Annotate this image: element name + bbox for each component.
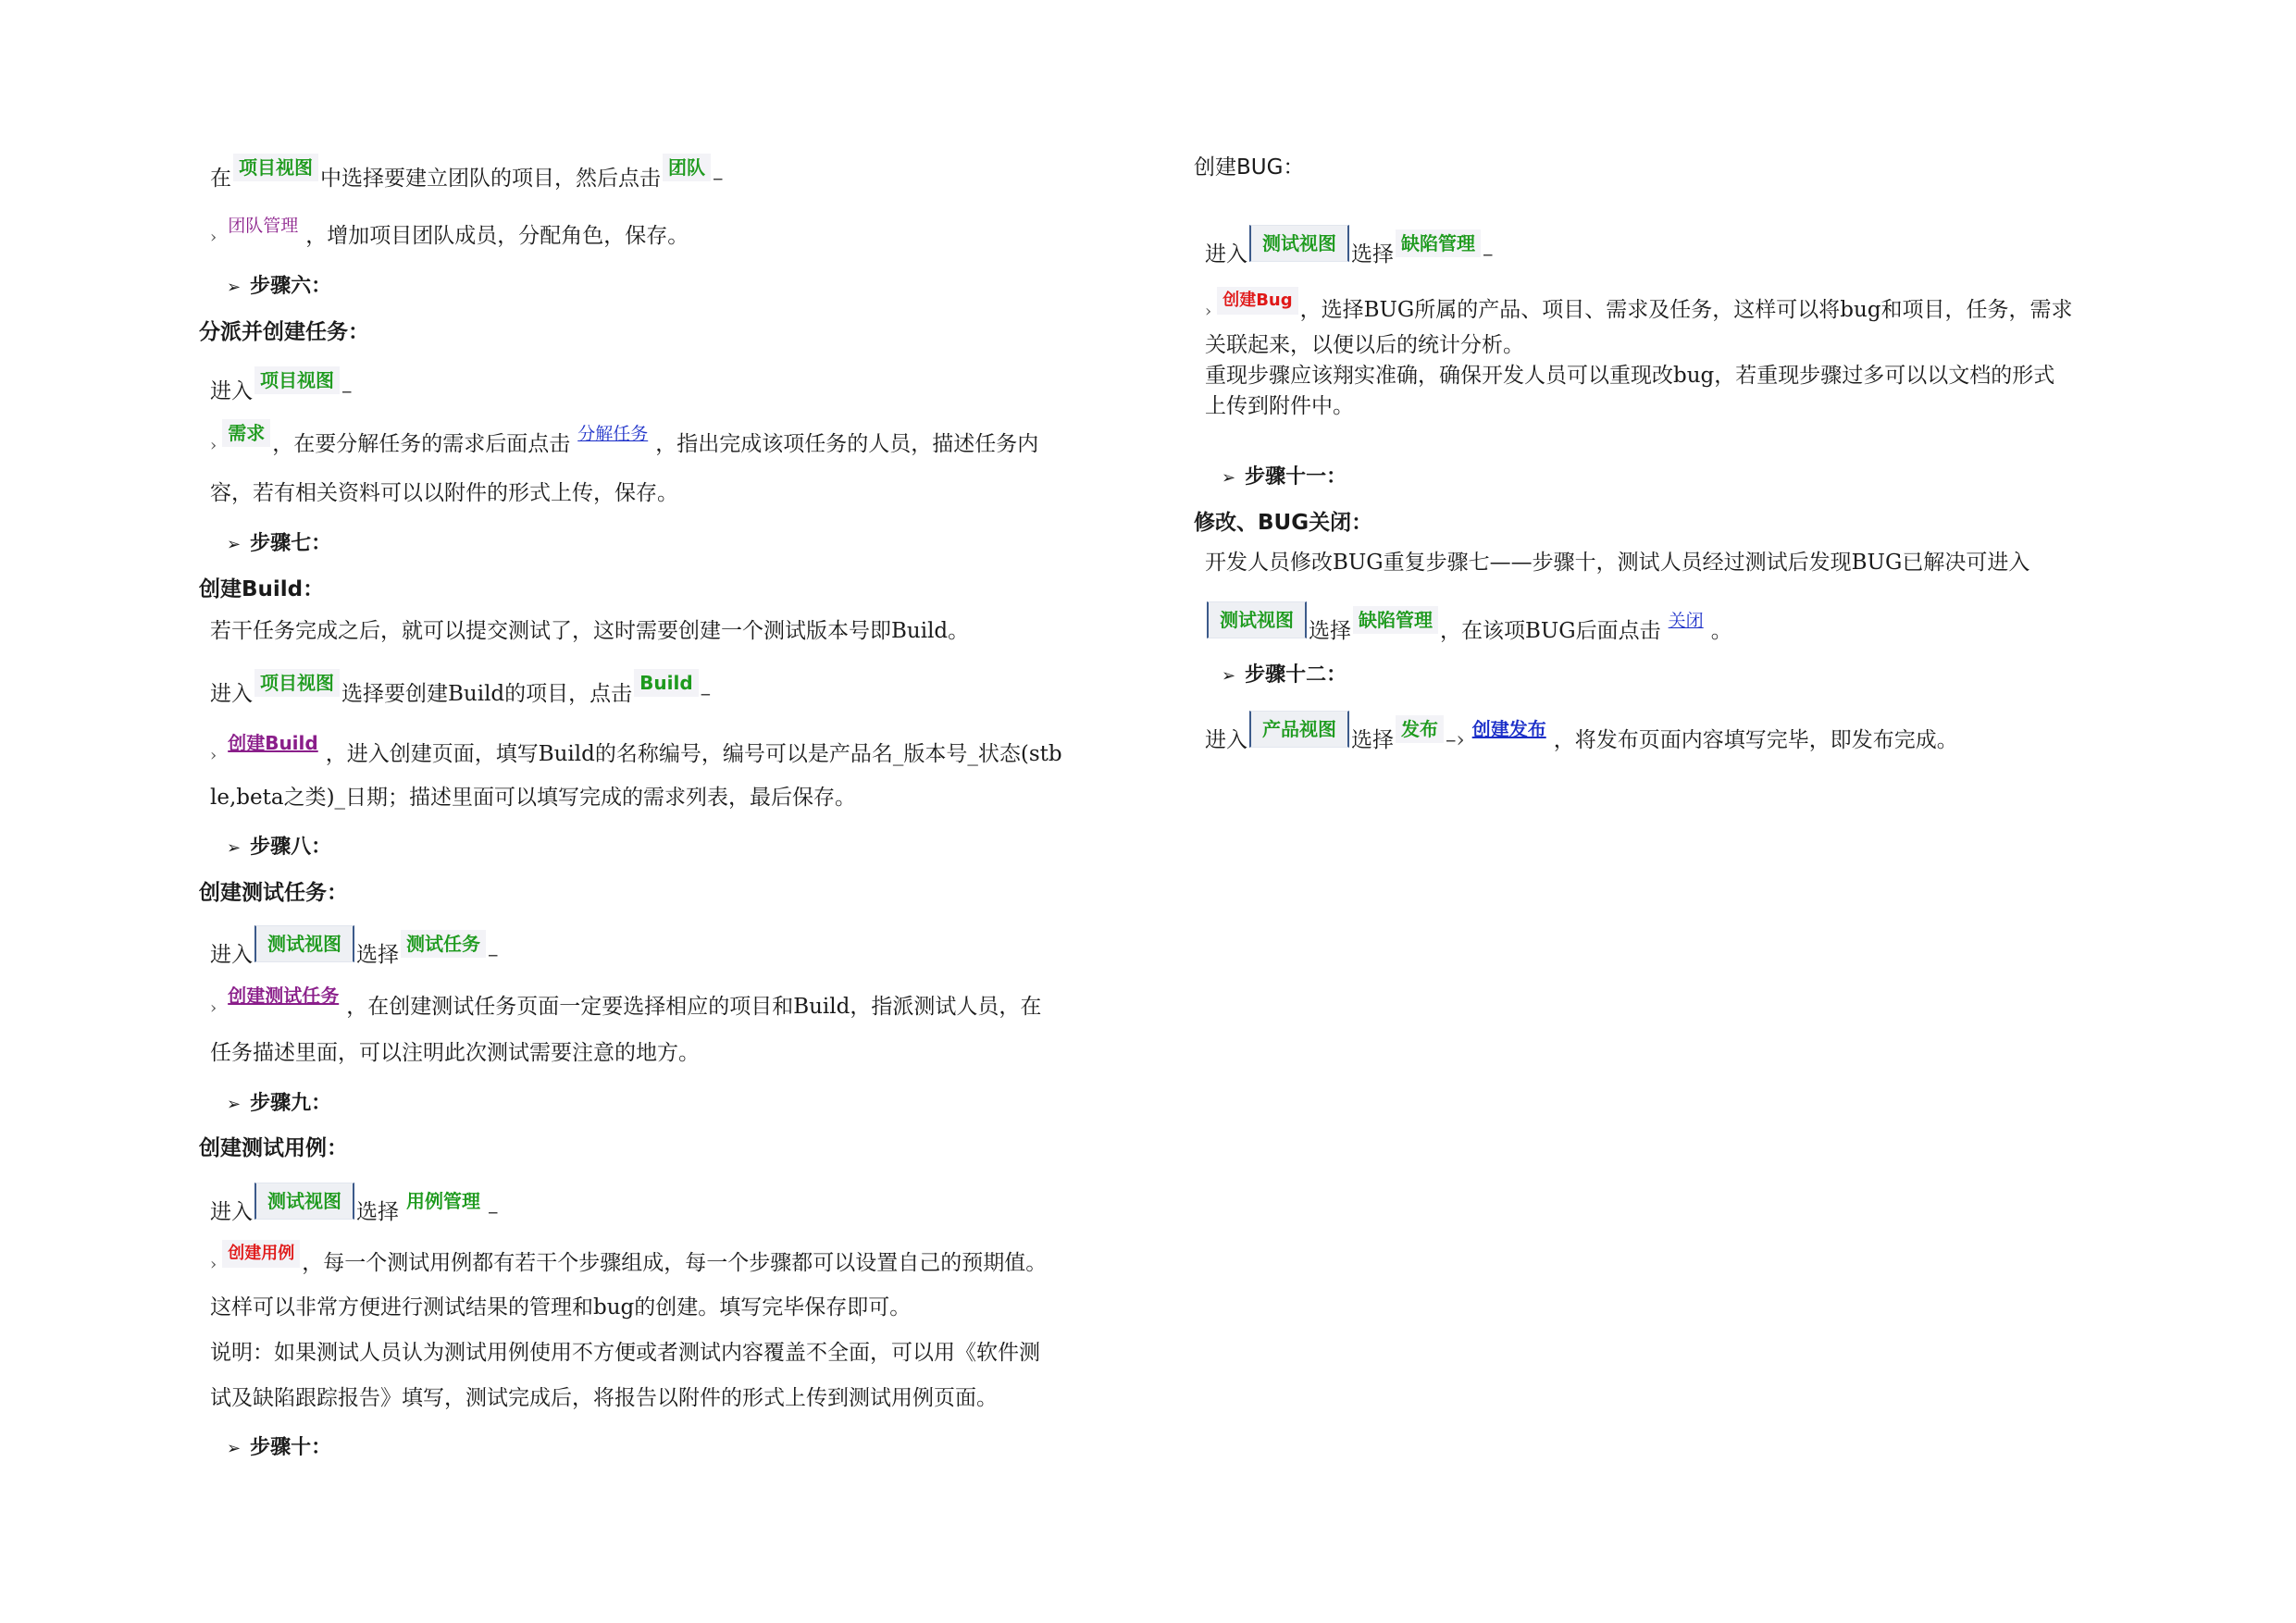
testcase-line-2: 这样可以非常方便进行测试结果的管理和bug的创建。填写完毕保存即可。 [210, 1295, 912, 1319]
create-bug-button[interactable]: 创建Bug [1217, 287, 1297, 315]
arrow-right-icon: ➢ [227, 535, 242, 554]
text: ，将发布页面内容填写完毕，即发布完成。 [1553, 728, 1958, 752]
step-label: 步骤十一： [1245, 465, 1347, 489]
step-6-heading [227, 270, 1134, 299]
testcase-enter-line [210, 1190, 1134, 1231]
arrow-right-icon: ➢ [1222, 468, 1236, 488]
text: ，在创建测试任务页面一定要选择相应的项目和Build，指派测试人员，在 [346, 995, 1042, 1019]
step-label: 步骤八： [250, 836, 332, 859]
arrow-right-icon: ➢ [227, 278, 242, 297]
project-view-tab[interactable]: 项目视图 [254, 366, 340, 394]
product-view-tab[interactable]: 产品视图 [1249, 711, 1349, 748]
step-label: 步骤九： [250, 1092, 332, 1115]
text: ，进入创建页面，填写Build的名称编号，编号可以是产品名_版本号_状态(stb [325, 742, 1062, 766]
defect-manage-tab[interactable]: 缺陷管理 [1353, 606, 1438, 634]
defect-manage-tab[interactable]: 缺陷管理 [1396, 229, 1481, 257]
release-line [1205, 718, 2147, 759]
team-line-2 [210, 216, 1134, 252]
step-9-title: 创建测试用例： [199, 1136, 348, 1160]
create-build-link[interactable]: 创建Build [228, 732, 318, 754]
text: 选择 [356, 1200, 399, 1224]
text: ，在要分解任务的需求后面点击 [272, 432, 571, 456]
split-task-link[interactable]: 分解任务 [577, 424, 649, 444]
test-view-tab[interactable]: 测试视图 [1249, 225, 1349, 262]
text: 选择 [356, 943, 399, 967]
text: 进入 [210, 1200, 253, 1224]
bug-line-1 [1205, 291, 2147, 326]
testtask-line-2: 任务描述里面，可以注明此次测试需要注意的地方。 [210, 1041, 700, 1065]
build-tab[interactable]: Build [634, 669, 699, 697]
arrow-right-icon: ➢ [227, 1095, 242, 1114]
team-tab[interactable]: 团队 [663, 154, 711, 181]
step-7-title: 创建Build： [199, 577, 325, 601]
text: ，选择BUG所属的产品、项目、需求及任务，这样可以将bug和项目，任务，需求 [1299, 298, 2073, 322]
task-line-1 [210, 422, 1134, 460]
step-11-title: 修改、BUG关闭： [1194, 511, 1373, 535]
close-line-2 [1205, 609, 2147, 650]
requirement-tab[interactable]: 需求 [222, 419, 270, 447]
arrow-right-icon: ➢ [227, 838, 242, 858]
chevron-right-icon: › [210, 998, 217, 1018]
step-7-heading [227, 527, 1134, 556]
team-manage-link[interactable]: 团队管理 [228, 216, 299, 236]
release-tab[interactable]: 发布 [1396, 715, 1444, 743]
chevron-right-icon: › [1205, 302, 1212, 321]
step-label: 步骤六： [250, 275, 332, 298]
dash: – [488, 1200, 499, 1224]
text: 。 [1710, 619, 1732, 643]
text: 进入 [210, 682, 253, 706]
arrow-right-icon: ➢ [227, 1439, 242, 1458]
dash: – [1483, 242, 1494, 266]
project-view-tab[interactable]: 项目视图 [254, 669, 340, 697]
build-line-1 [210, 732, 1134, 770]
text: ，每一个测试用例都有若干个步骤组成，每一个步骤都可以设置自己的预期值。 [302, 1251, 1048, 1275]
build-enter-line [210, 672, 1134, 708]
chevron-right-icon: › [210, 228, 217, 247]
step-label: 步骤七： [250, 532, 332, 555]
testtask-enter-line [210, 933, 1134, 973]
testcase-note-1: 说明：如果测试人员认为测试用例使用不方便或者测试内容覆盖不全面，可以用《软件测 [210, 1341, 1040, 1365]
testtask-line-1 [210, 985, 1134, 1022]
test-view-tab[interactable]: 测试视图 [254, 925, 354, 962]
dash: – [341, 379, 353, 403]
test-task-tab[interactable]: 测试任务 [401, 930, 486, 958]
close-link[interactable]: 关闭 [1668, 611, 1704, 631]
test-view-tab[interactable]: 测试视图 [254, 1183, 354, 1220]
text: 选择 [1351, 242, 1394, 266]
step-10-heading [227, 1431, 1134, 1460]
create-bug-title: 创建BUG： [1194, 155, 1305, 180]
text: ，在该项BUG后面点击 [1440, 619, 1661, 643]
build-intro: 若干任务完成之后，就可以提交测试了，这时需要创建一个测试版本号即Build。 [210, 619, 970, 643]
dash: – [488, 943, 499, 967]
create-case-button[interactable]: 创建用例 [222, 1240, 300, 1268]
text: 在 [210, 167, 231, 191]
chevron-right-icon: › [210, 746, 217, 765]
testcase-line-1 [210, 1244, 1134, 1279]
chevron-right-icon: › [210, 1255, 217, 1274]
step-11-heading [1222, 461, 2147, 489]
bug-line-3: 重现步骤应该翔实准确，确保开发人员可以重现改bug，若重现步骤过多可以以文档的形式 [1205, 364, 2055, 388]
text: 选择 [1351, 728, 1394, 752]
bug-line-2: 关联起来，以便以后的统计分析。 [1205, 333, 1524, 357]
text: 进入 [210, 943, 253, 967]
testcase-note-2: 试及缺陷跟踪报告》填写，测试完成后，将报告以附件的形式上传到测试用例页面。 [210, 1386, 998, 1410]
task-line-2: 容，若有相关资料可以以附件的形式上传，保存。 [210, 481, 678, 505]
arrow-icon: –› [1446, 728, 1465, 752]
case-manage-tab[interactable]: 用例管理 [406, 1190, 480, 1212]
step-6-title: 分派并创建任务： [199, 320, 369, 344]
text: 选择要创建Build的项目，点击 [341, 682, 633, 706]
bug-enter-line [1205, 232, 2147, 273]
bug-line-4: 上传到附件中。 [1205, 394, 1354, 418]
team-line-1 [210, 156, 1134, 192]
dash: – [713, 167, 724, 191]
text: 中选择要建立团队的项目，然后点击 [320, 167, 661, 191]
text: ，增加项目团队成员，分配角色，保存。 [305, 224, 689, 248]
step-label: 步骤十二： [1245, 663, 1347, 687]
create-release-link[interactable]: 创建发布 [1471, 718, 1546, 740]
build-line-2: le,beta之类)_日期；描述里面可以填写完成的需求列表，最后保存。 [210, 786, 857, 810]
text: 进入 [1205, 242, 1247, 266]
project-view-tab[interactable]: 项目视图 [233, 154, 318, 181]
close-line-1: 开发人员修改BUG重复步骤七——步骤十，测试人员经过测试后发现BUG已解决可进入 [1205, 551, 2030, 575]
step-label: 步骤十： [250, 1436, 332, 1459]
task-enter-line [210, 369, 1134, 405]
text: 进入 [1205, 728, 1247, 752]
step-9-heading [227, 1087, 1134, 1116]
text: 选择 [1309, 619, 1351, 643]
text: 进入 [210, 379, 253, 403]
step-8-heading [227, 831, 1134, 860]
text: ，指出完成该项任务的人员，描述任务内 [655, 432, 1039, 456]
dash: – [700, 682, 712, 706]
test-view-tab[interactable]: 测试视图 [1207, 601, 1307, 638]
arrow-right-icon: ➢ [1222, 666, 1236, 686]
chevron-right-icon: › [210, 436, 217, 455]
step-12-heading [1222, 659, 2147, 688]
create-test-task-link[interactable]: 创建测试任务 [228, 985, 340, 1007]
step-8-title: 创建测试任务： [199, 881, 348, 905]
